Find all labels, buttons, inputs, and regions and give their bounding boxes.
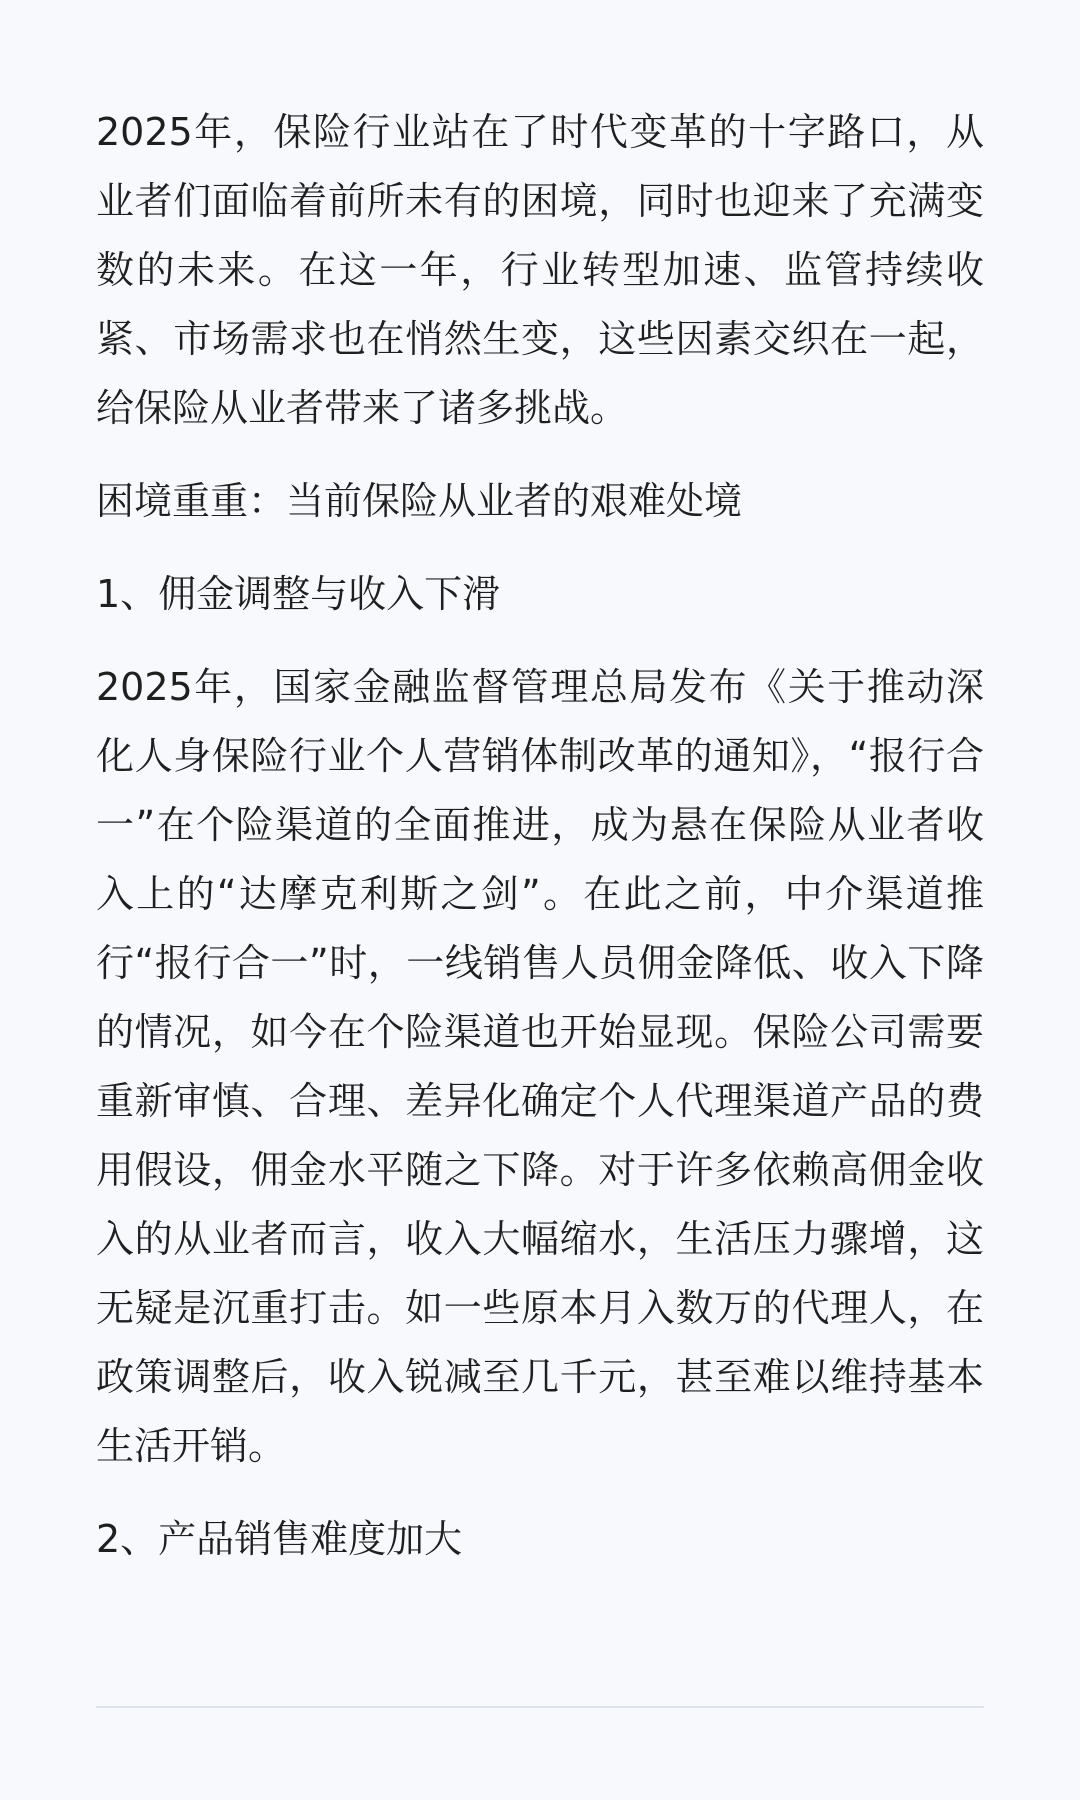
- intro-paragraph: 2025年，保险行业站在了时代变革的十字路口，从业者们面临着前所未有的困境，同时也迎来了充满变数的未来。在这一年，行业转型加速、监管持续收紧、市场需求也在悄然生变，这些因素交织在一起，给保险从业者带来了诸多挑战。: [96, 110, 984, 430]
- bottom-divider: [96, 1706, 984, 1708]
- point-2-title: 2、产品销售难度加大: [96, 1517, 463, 1561]
- point-1-title: 1、佣金调整与收入下滑: [96, 572, 501, 616]
- section-title: 困境重重：当前保险从业者的艰难处境: [96, 479, 743, 523]
- article-body: [96, 98, 984, 1574]
- point-1-paragraph: 2025年，国家金融监督管理总局发布《关于推动深化人身保险行业个人营销体制改革的通知》，“报行合一”在个险渠道的全面推进，成为悬在保险从业者收入上的“达摩克利斯之剑”。在此之前，中介渠道推行“报行合一”时，一线销售人员佣金降低、收入下降的情况，如今在个险渠道也开始显现。保险公司需要重新审慎、合理、差异化确定个人代理渠道产品的费用假设，佣金水平随之下降。对于许多依赖高佣金收入的从业者而言，收入大幅缩水，生活压力骤增，这无疑是沉重打击。如一些原本月入数万的代理人，在政策调整后，收入锐减至几千元，甚至难以维持基本生活开销。: [96, 665, 984, 1468]
